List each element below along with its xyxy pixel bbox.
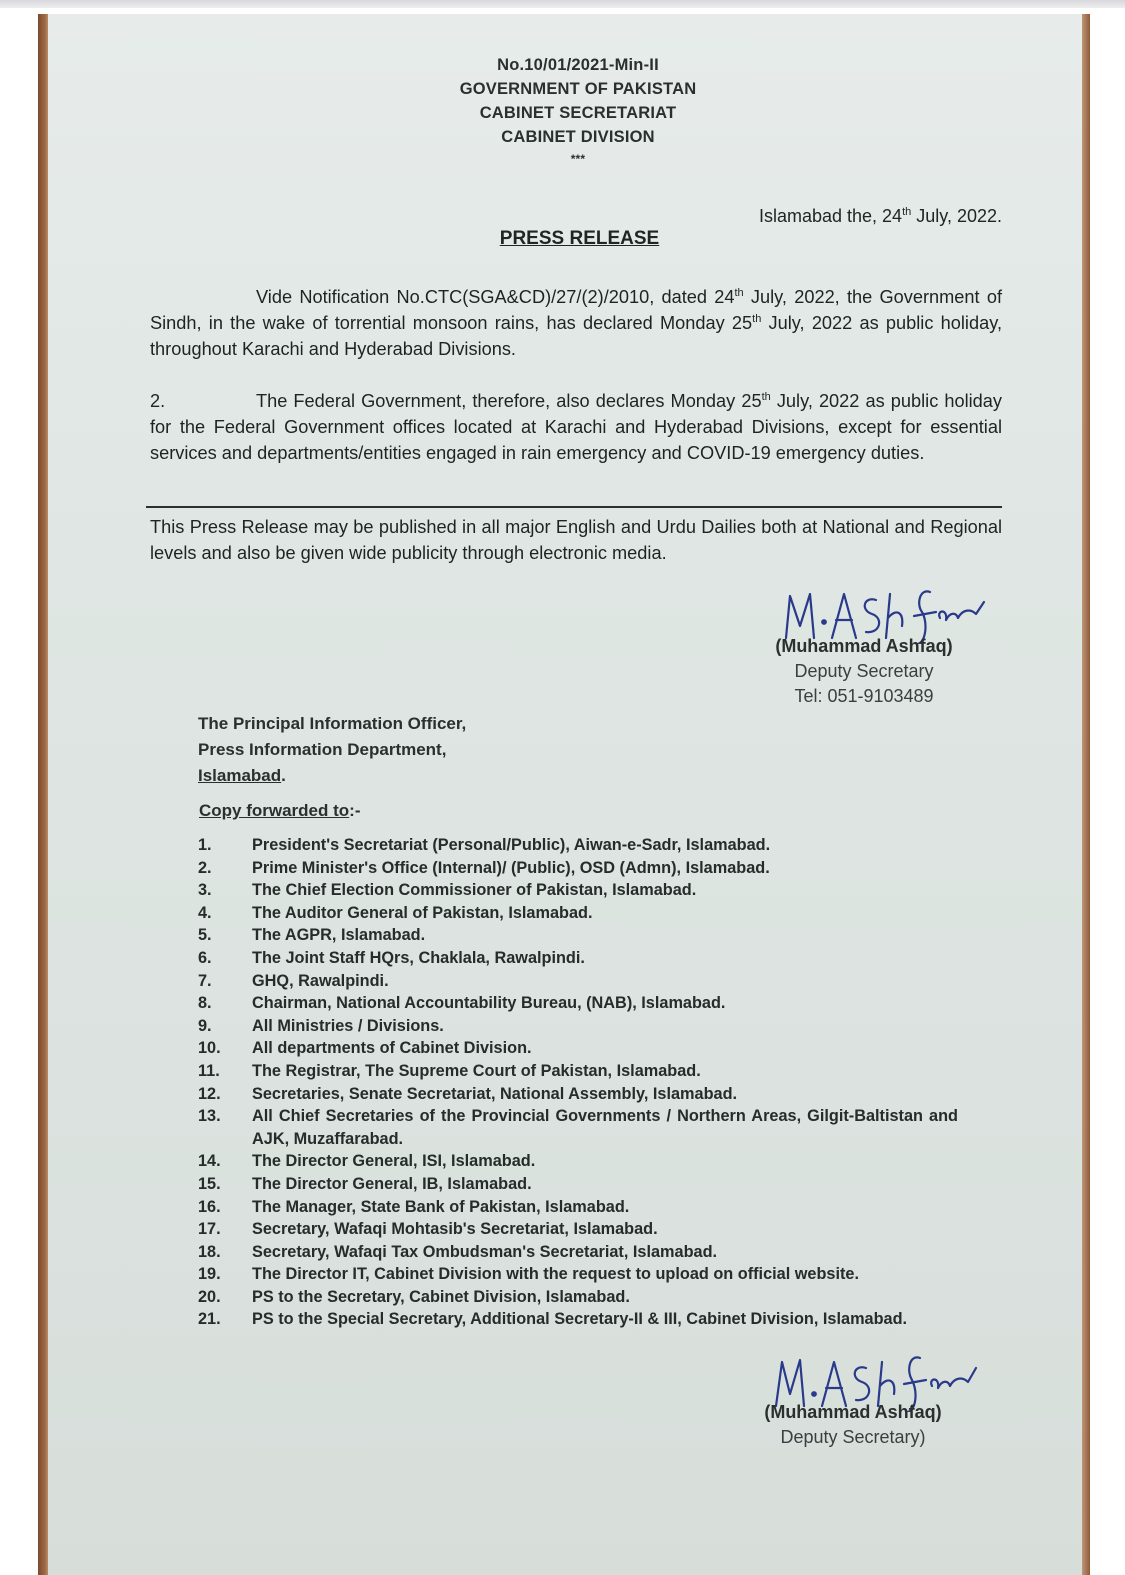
distribution-item (198, 1218, 958, 1241)
distribution-item-number: 15. (198, 1174, 221, 1193)
addressee-line-1: The Principal Information Officer, (198, 714, 467, 733)
distribution-item (198, 970, 958, 993)
distribution-item-number: 6. (198, 948, 212, 967)
distribution-item-text: The AGPR, Islamabad. (252, 926, 426, 945)
signatory-telephone: Tel: 051-9103489 (794, 686, 934, 706)
distribution-item-text: PS to the Secretary, Cabinet Division, Islamabad. (252, 1287, 630, 1306)
distribution-item (198, 1308, 958, 1331)
signatory-name: (Muhammad Ashfaq) (775, 636, 953, 656)
distribution-item-number: 5. (198, 926, 212, 945)
distribution-item-number: 21. (198, 1310, 221, 1329)
viewer-top-bar (0, 0, 1125, 8)
header-separator-stars: *** (570, 152, 586, 166)
distribution-item (198, 1105, 958, 1150)
distribution-item-number: 20. (198, 1287, 221, 1306)
distribution-item-text: The Auditor General of Pakistan, Islamabad. (252, 903, 593, 922)
distribution-item (198, 1037, 958, 1060)
distribution-item-number: 1. (198, 836, 212, 854)
distribution-item-number: 11. (198, 1061, 220, 1080)
distribution-list (198, 834, 958, 1331)
distribution-item (198, 924, 958, 947)
distribution-item-text: Chairman, National Accountability Bureau, (NAB), Islamabad. (252, 994, 726, 1013)
distribution-item-text: Secretary, Wafaqi Tax Ombudsman's Secretariat, Islamabad. (252, 1242, 718, 1261)
distribution-item-number: 16. (198, 1197, 221, 1216)
signatory-designation: Deputy Secretary (794, 661, 934, 681)
distribution-item-number: 2. (198, 858, 212, 877)
distribution-item-number: 17. (198, 1220, 221, 1239)
distribution-item-text: All departments of Cabinet Division. (252, 1039, 532, 1058)
govt-heading: GOVERNMENT OF PAKISTAN (459, 80, 697, 98)
distribution-item (198, 1263, 958, 1286)
distribution-item-text: The Registrar, The Supreme Court of Pakistan, Islamabad. (252, 1061, 701, 1080)
paragraph-1: Vide Notification No.CTC(SGA&CD)/27/(2)/2010, dated 24th July, 2022, the Government of Sindh, in the wake of torrential monsoon rains, has declared Monday 25th July, 2022 as public holiday, throughout Karachi and Hyderabad Divisions. (150, 286, 1003, 359)
distribution-item (198, 857, 958, 880)
distribution-item (198, 879, 958, 902)
distribution-item-number: 9. (198, 1016, 212, 1035)
addressee-city: Islamabad. (198, 766, 286, 785)
distribution-item-number: 8. (198, 994, 212, 1013)
distribution-item-text: The Manager, State Bank of Pakistan, Islamabad. (252, 1197, 630, 1216)
distribution-item (198, 1286, 958, 1309)
paragraph-2-number: 2. (150, 391, 166, 411)
distribution-item-number: 19. (198, 1265, 221, 1284)
distribution-item-number: 12. (198, 1084, 221, 1103)
distribution-item (198, 992, 958, 1015)
section-divider (146, 506, 1002, 508)
distribution-item (198, 1060, 958, 1083)
press-release-title: PRESS RELEASE (499, 228, 660, 249)
reference-number: No.10/01/2021-Min-II (497, 56, 659, 74)
issue-date: Islamabad the, 24th July, 2022. (758, 206, 1002, 226)
distribution-item (198, 947, 958, 970)
signature-2-block (728, 1400, 978, 1450)
distribution-item (198, 1173, 958, 1196)
distribution-item-number: 7. (198, 971, 212, 990)
division-heading: CABINET DIVISION (501, 128, 655, 146)
distribution-item (198, 1150, 958, 1173)
distribution-item (198, 902, 958, 925)
distribution-item-text: PS to the Special Secretary, Additional Secretary-II & III, Cabinet Division, Islamabad. (252, 1310, 908, 1329)
signatory-2-name: (Muhammad Ashfaq) (764, 1402, 942, 1422)
distribution-item-text: All Chief Secretaries of the Provincial Governments / Northern Areas, Gilgit-Baltistan and AJK, Muzaffarabad. (252, 1107, 958, 1148)
secretariat-heading: CABINET SECRETARIAT (479, 104, 677, 122)
distribution-item (198, 1196, 958, 1219)
distribution-item-number: 10. (198, 1039, 221, 1058)
distribution-item-text: The Director General, ISI, Islamabad. (252, 1152, 536, 1171)
distribution-item-text: Secretary, Wafaqi Mohtasib's Secretariat, Islamabad. (252, 1220, 658, 1239)
signature-1-block (734, 634, 994, 709)
distribution-item-text: Prime Minister's Office (Internal)/ (Public), OSD (Admn), Islamabad. (252, 858, 770, 877)
distribution-item-text: The Joint Staff HQrs, Chaklala, Rawalpindi. (252, 948, 585, 967)
distribution-item-text: The Director IT, Cabinet Division with the request to upload on official website. (252, 1265, 859, 1284)
signatory-2-designation: Deputy Secretary) (780, 1427, 926, 1447)
distribution-item (198, 834, 958, 857)
document-page (48, 14, 1082, 1575)
paragraph-2: 2. The Federal Government, therefore, also declares Monday 25th July, 2022 as public holiday for the Federal Government offices located at Karachi and Hyderabad Divisions, except for essential services and departments/entities engaged in rain emergency and COVID-19 emergency duties. (150, 388, 1002, 466)
distribution-item-text: The Director General, IB, Islamabad. (252, 1174, 532, 1193)
distribution-item-text: The Chief Election Commissioner of Pakistan, Islamabad. (252, 881, 697, 900)
distribution-item-text: GHQ, Rawalpindi. (252, 971, 389, 990)
addressee-block (198, 711, 466, 789)
distribution-item-number: 14. (198, 1152, 221, 1171)
distribution-item-number: 13. (198, 1107, 221, 1126)
addressee-line-2: Press Information Department, (198, 740, 447, 759)
distribution-item-text: All Ministries / Divisions. (252, 1016, 444, 1035)
publication-note: This Press Release may be published in all major English and Urdu Dailies both at National and Regional levels and also be given wide publicity through electronic media. (150, 517, 1002, 563)
distribution-item-number: 3. (198, 881, 212, 900)
distribution-item-number: 4. (198, 903, 212, 922)
distribution-item-text: Secretaries, Senate Secretariat, National Assembly, Islamabad. (252, 1084, 738, 1103)
distribution-item (198, 1015, 958, 1038)
distribution-item (198, 1083, 958, 1106)
distribution-item (198, 1241, 958, 1264)
distribution-item-text: President's Secretariat (Personal/Public), Aiwan-e-Sadr, Islamabad. (252, 836, 771, 854)
distribution-item-number: 18. (198, 1242, 221, 1261)
copy-forwarded-heading: Copy forwarded to:- (199, 801, 361, 820)
